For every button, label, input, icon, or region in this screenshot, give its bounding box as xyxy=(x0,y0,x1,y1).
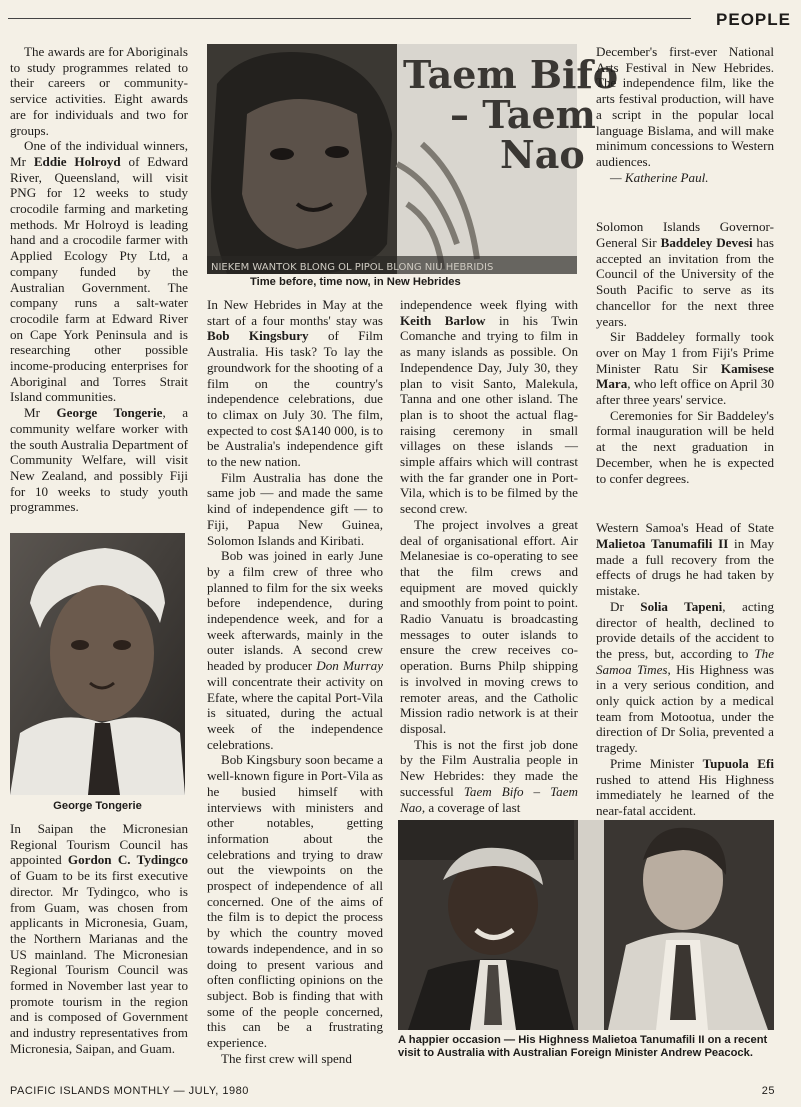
poster-title-line-2: – Taem xyxy=(450,92,596,137)
paragraph: Ceremonies for Sir Baddeley's formal inauguration will be held at the next graduation in December, when he is expected to confer degrees. xyxy=(596,407,774,486)
paragraph: Sir Baddeley formally took over on May 1 from Fiji's Prime Minister Ratu Sir Kamisese Mara, who left office on April 30 after three years' service. xyxy=(596,329,774,408)
paragraph: One of the individual winners, Mr Eddie Holroyd of Edward River, Queensland, will visit PNG for 12 weeks to study crocodile farming and marketing methods. Mr Holroyd is leading hand and a crocodile farmer with Applied Ecology Pty Ltd, a company funded by the Australian Government. The company runs a salt-water crocodile farm at Edward River on Cape York Peninsula and is researching other possible income-producing enterprises for Aboriginal and Torres Strait Island communities. xyxy=(10,138,188,405)
column-1 xyxy=(10,44,188,515)
paragraph: In New Hebrides in May at the start of a four months' stay was Bob Kingsbury of Film Australia. His task? To lay the groundwork for the shooting of a film on the country's independence celebrations, due to climax on July 30. The film, expected to cost $A140 000, is to be Australia's independence gift to the new nation. xyxy=(207,297,383,470)
paragraph: Western Samoa's Head of State Malietoa Tanumafili II in May made a full recovery from the effects of drugs he had taken by mistake. xyxy=(596,520,774,599)
column-1-lower xyxy=(10,821,188,1057)
paragraph: The awards are for Aboriginals to study programmes related to their careers or community-service activities. Eight awards are for individuals and two for groups. xyxy=(10,44,188,138)
paragraph: Film Australia has done the same job — and made the same kind of independence gift — to Fiji, Papua New Guinea, Solomon Islands and Kiribati. xyxy=(207,469,383,548)
paragraph: Dr Solia Tapeni, acting director of health, declined to provide details of the accident to the press, but, according to The Samoa Times, His Highness was in a very serious condition, and only quick action by a medical team from Motootua, under the direction of Dr Solia, prevented a tragedy. xyxy=(596,598,775,756)
poster-title-line-3: Nao xyxy=(500,132,585,177)
poster-title-line-1: Taem Bifo xyxy=(403,52,619,97)
photo-caption-2: A happier occasion — His Highness Malietoa Tanumafili II on a recent visit to Australia with Australian Foreign Minister Andrew Peacock. xyxy=(398,1034,768,1059)
malietoa-peacock-photo xyxy=(398,820,774,1030)
paragraph: The project involves a great deal of organisational effort. Air Melanesiae is co-operating to see that the film crews and equipment are moved quickly and smoothly from point to point. Radio Vanuatu is broadcasting messages to outer islands to ensure the crew receives co-operation. Burns Philp shipping is involved in moving crews to remoter areas, and the Catholic Mission radio network is at their disposal. xyxy=(400,516,578,736)
byline: — Katherine Paul. xyxy=(610,169,709,185)
paragraph: December's first-ever National Arts Festival in New Hebrides. The independence film, like the arts festival production, will have a script in the popular local language Bislama, and will make minimum concessions to Western audiences. xyxy=(596,44,774,169)
paragraph: Bob Kingsbury soon became a well-known figure in Port-Vila as he busied himself with interviews with ministers and other notables, getting information about the celebrations and trying to draw out the viewpoints on the prospect of independence of all concerned. One of the aims of the film is to depict the process by which the country moved towards independence, and in so doing to present various and often conflicting opinions on the subject. Bob is finding that with some of the people concerned, this can be a frustrating experience. xyxy=(207,752,383,1051)
poster-banner: NIEKEM WANTOK BLONG OL PIPOL BLONG NIU HEBRIDIS xyxy=(211,262,494,273)
paragraph: Prime Minister Tupuola Efi rushed to attend His Highness immediately he learned of the near-fatal accident. xyxy=(596,755,774,818)
paragraph: Mr George Tongerie, a community welfare worker with the south Australia Department of Community Welfare, will visit New Zealand, and possibly Fiji for 10 weeks to study youth programmes. xyxy=(10,405,189,515)
section-title: PEOPLE xyxy=(716,10,791,29)
george-tongerie-photo xyxy=(10,533,185,795)
paragraph: The first crew will spend xyxy=(221,1050,352,1066)
paragraph: This is not the first job done by the Film Australia people in New Hebrides: they made the successful Taem Bifo – Taem Nao, a coverage of last xyxy=(400,736,578,815)
photo-caption: George Tongerie xyxy=(53,800,142,812)
paragraph: Bob was joined in early June by a film crew of three who planned to film for the six weeks before independence, during independence week, and for a week afterwards, mainly in the outer islands. A second crew headed by producer Don Murray will concentrate their activity on Efate, where the capital Port-Vila is situated, during the actual week of the independence celebrations. xyxy=(207,548,384,752)
footer-publication: PACIFIC ISLANDS MONTHLY — JULY, 1980 xyxy=(10,1085,249,1097)
column-2 xyxy=(207,297,383,1066)
poster-caption: Time before, time now, in New Hebrides xyxy=(250,276,461,288)
paragraph: independence week flying with Keith Barlow in his Twin Comanche and trying to film in as many islands as possible. On Independence Day, July 30, they plan to visit Santo, Malekula, Tanna and one other island. The plan is to shoot the actual flag-raising ceremony in small villages on these islands — simple affairs which will contrast with the far grander one in Port-Vila, which is to be filmed by the second crew. xyxy=(400,297,578,517)
column-4 xyxy=(596,44,774,819)
page-number: 25 xyxy=(761,1085,775,1097)
column-3 xyxy=(400,297,578,815)
paragraph: Solomon Islands Governor-General Sir Baddeley Devesi has accepted an invitation from the Council of the University of the South Pacific to serve as its chancellor for the next three years. xyxy=(596,219,774,329)
paragraph: In Saipan the Micronesian Regional Tourism Council has appointed Gordon C. Tydingco of Guam to be its first executive director. Mr Tydingco, who is from Guam, was chosen from applicants in Micronesia, Guam, the Northern Marianas and the US mainland. The Micronesian Regional Tourism Council was formed in November last year to promote tourism in the region and is composed of Government and industry representatives from Micronesia, Saipan, and Guam. xyxy=(10,821,188,1056)
header-rule xyxy=(8,18,691,19)
film-poster-image xyxy=(207,44,619,274)
